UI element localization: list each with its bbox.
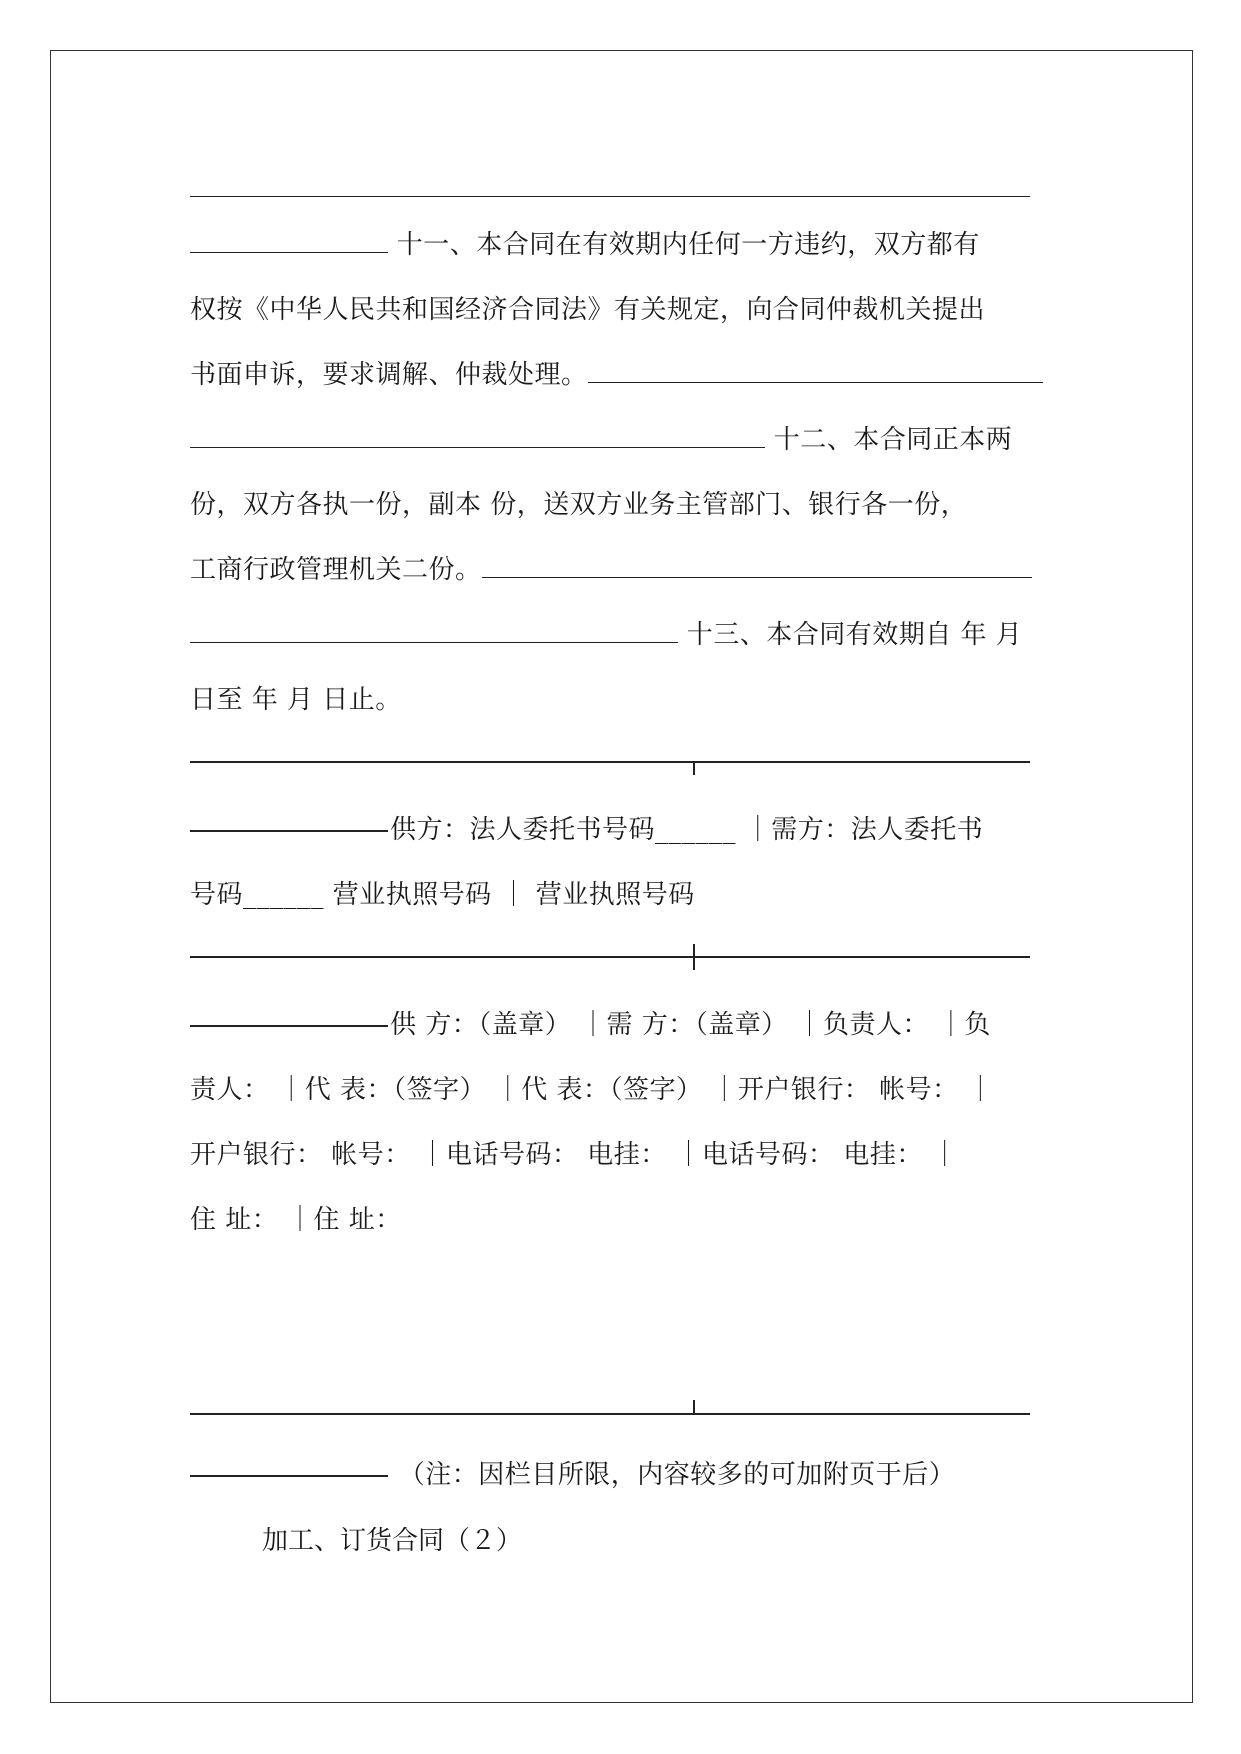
blank-line bbox=[190, 620, 678, 643]
table-rule-segment bbox=[190, 1475, 388, 1477]
table-column-tick bbox=[693, 761, 695, 775]
table-rule-segment bbox=[190, 830, 388, 832]
clause-12-text-c: 工商行政管理机关二份。 bbox=[190, 555, 482, 585]
signature-row-1-line-1 bbox=[190, 813, 983, 847]
clause-13-text-b: 日至 年 月 日止。 bbox=[190, 685, 402, 715]
table-rule-segment bbox=[190, 1025, 388, 1027]
clause-12-line-3 bbox=[190, 553, 1032, 587]
signature-row-1-text-a: 供方：法人委托书号码______ ｜需方：法人委托书 bbox=[390, 815, 984, 845]
signature-row-2-text-a: 供 方：（盖章） ｜需 方：（盖章） ｜负责人： ｜负 bbox=[390, 1010, 991, 1040]
clause-13-line-2 bbox=[190, 683, 402, 717]
clause-11-text-b: 权按《中华人民共和国经济合同法》有关规定，向合同仲裁机关提出 bbox=[190, 295, 986, 325]
table-column-tick bbox=[693, 944, 695, 970]
clause-11-line-2 bbox=[190, 293, 985, 327]
table-column-tick bbox=[693, 1400, 695, 1414]
clause-11-text-c: 书面申诉，要求调解、仲裁处理。 bbox=[190, 360, 588, 390]
table-top-rule bbox=[190, 761, 1030, 763]
clause-12-line-1 bbox=[190, 423, 1012, 457]
blank-line bbox=[588, 360, 1043, 383]
signature-row-2-line-4 bbox=[190, 1203, 402, 1237]
blank-line bbox=[190, 196, 1030, 197]
blank-line bbox=[482, 555, 1032, 578]
table-bottom-rule bbox=[190, 1413, 1030, 1415]
table-middle-rule bbox=[190, 956, 1030, 958]
note-text: （注：因栏目所限，内容较多的可加附页于后） bbox=[398, 1460, 956, 1490]
signature-row-1-line-2 bbox=[190, 878, 695, 912]
clause-12-text-a: 十二、本合同正本两 bbox=[773, 425, 1013, 455]
next-contract-title: 加工、订货合同（２） bbox=[262, 1526, 523, 1556]
signature-row-2-line-2 bbox=[190, 1073, 994, 1107]
clause-13-line-1 bbox=[190, 618, 1022, 652]
clause-12-text-b: 份，双方各执一份，副本 份，送双方业务主管部门、银行各一份， bbox=[190, 490, 968, 520]
note-line bbox=[190, 1458, 955, 1492]
clause-12-line-2 bbox=[190, 488, 967, 522]
signature-row-2-text-c: 开户银行： 帐号： ｜电话号码： 电挂： ｜电话号码： 电挂： ｜ bbox=[190, 1140, 959, 1170]
signature-row-2-text-b: 责人： ｜代 表：（签字） ｜代 表：（签字） ｜开户银行： 帐号： ｜ bbox=[190, 1075, 994, 1105]
signature-row-1-text-b: 号码______ 营业执照号码 ｜ 营业执照号码 bbox=[190, 880, 695, 910]
signature-row-2-text-d: 住 址： ｜住 址： bbox=[190, 1205, 402, 1235]
signature-row-2-line-1 bbox=[190, 1008, 991, 1042]
clause-13-text-a: 十三、本合同有效期自 年 月 bbox=[686, 620, 1023, 650]
clause-11-line-1 bbox=[190, 228, 980, 262]
clause-11-text-a: 十一、本合同在有效期内任何一方违约，双方都有 bbox=[396, 230, 980, 260]
clause-11-line-3 bbox=[190, 358, 1043, 392]
signature-row-2-line-3 bbox=[190, 1138, 958, 1172]
blank-line bbox=[190, 425, 765, 448]
blank-line bbox=[190, 230, 388, 253]
